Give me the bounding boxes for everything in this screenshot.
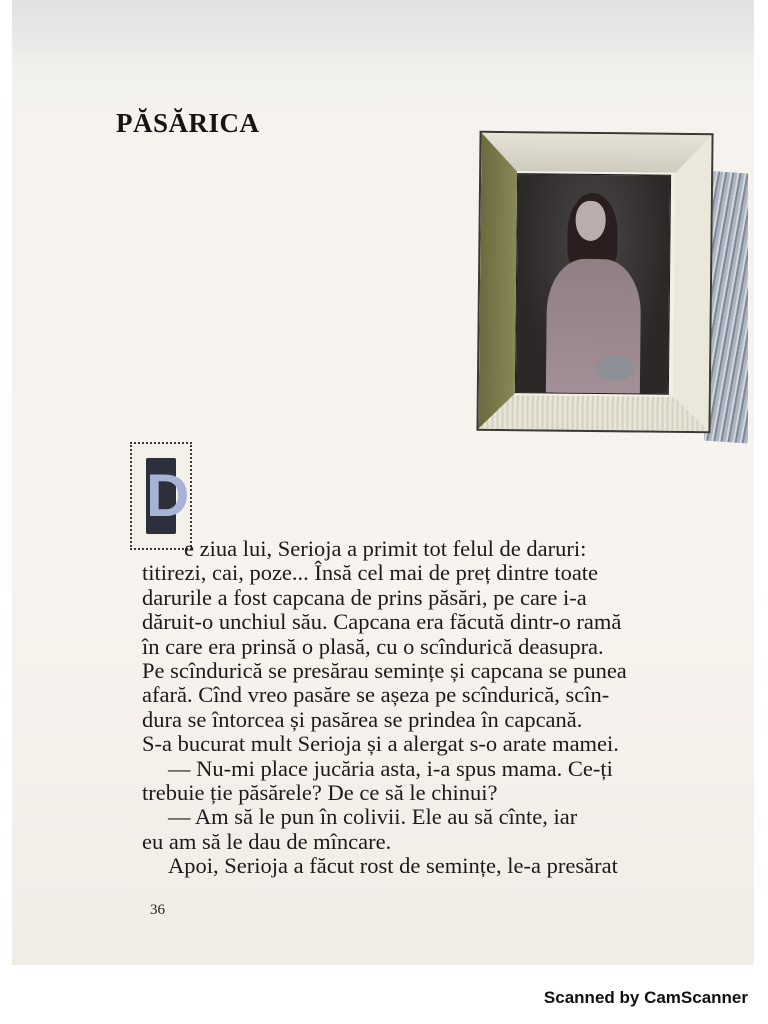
text-line: Pe scîndurică se presărau semințe și capcana se punea [142, 658, 627, 684]
chapter-title: PĂSĂRICA [116, 108, 260, 138]
text-line: în care era prinsă o plasă, cu o scîndurică deasupra. [142, 633, 604, 659]
dialogue-line: — Am să le pun în colivii. Ele au să cînte, iar [168, 804, 578, 830]
dialogue-line: — Nu-mi place jucăria asta, i-a spus mama. Ce-ți [168, 755, 613, 781]
drop-cap-ornament [130, 442, 192, 550]
page-number: 36 [150, 902, 165, 918]
book-page [12, 0, 754, 965]
drop-cap-letter: D [146, 458, 176, 534]
text-line: S-a bucurat mult Serioja și a alergat s-o arate mamei. [142, 731, 619, 757]
text-line: dăruit-o unchiul său. Capcana era făcută dintr-o ramă [142, 609, 622, 635]
framed-portrait-illustration [478, 132, 753, 450]
text-line: dura se întorcea și pasărea se prindea în capcană. [142, 706, 583, 732]
scanner-watermark: Scanned by CamScanner [543, 988, 748, 1007]
text-line: afară. Cînd vreo pasăre se așeza pe scîndurică, scîn- [142, 682, 610, 708]
story-text [142, 537, 764, 879]
text-line: darurile a fost capcana de prins păsări, pe care i-a [142, 584, 587, 610]
text-line: e ziua lui, Serioja a primit tot felul de daruri: [184, 536, 587, 561]
picture-frame [476, 131, 713, 433]
text-line: Apoi, Serioja a făcut rost de semințe, le-a presărat [168, 853, 618, 879]
portrait-image [515, 173, 671, 395]
text-line: titirezi, cai, poze... Însă cel mai de preț dintre toate [142, 560, 599, 586]
text-line: eu am să le dau de mîncare. [142, 828, 392, 854]
text-line: trebuie ție păsărele? De ce să le chinui? [142, 780, 498, 806]
